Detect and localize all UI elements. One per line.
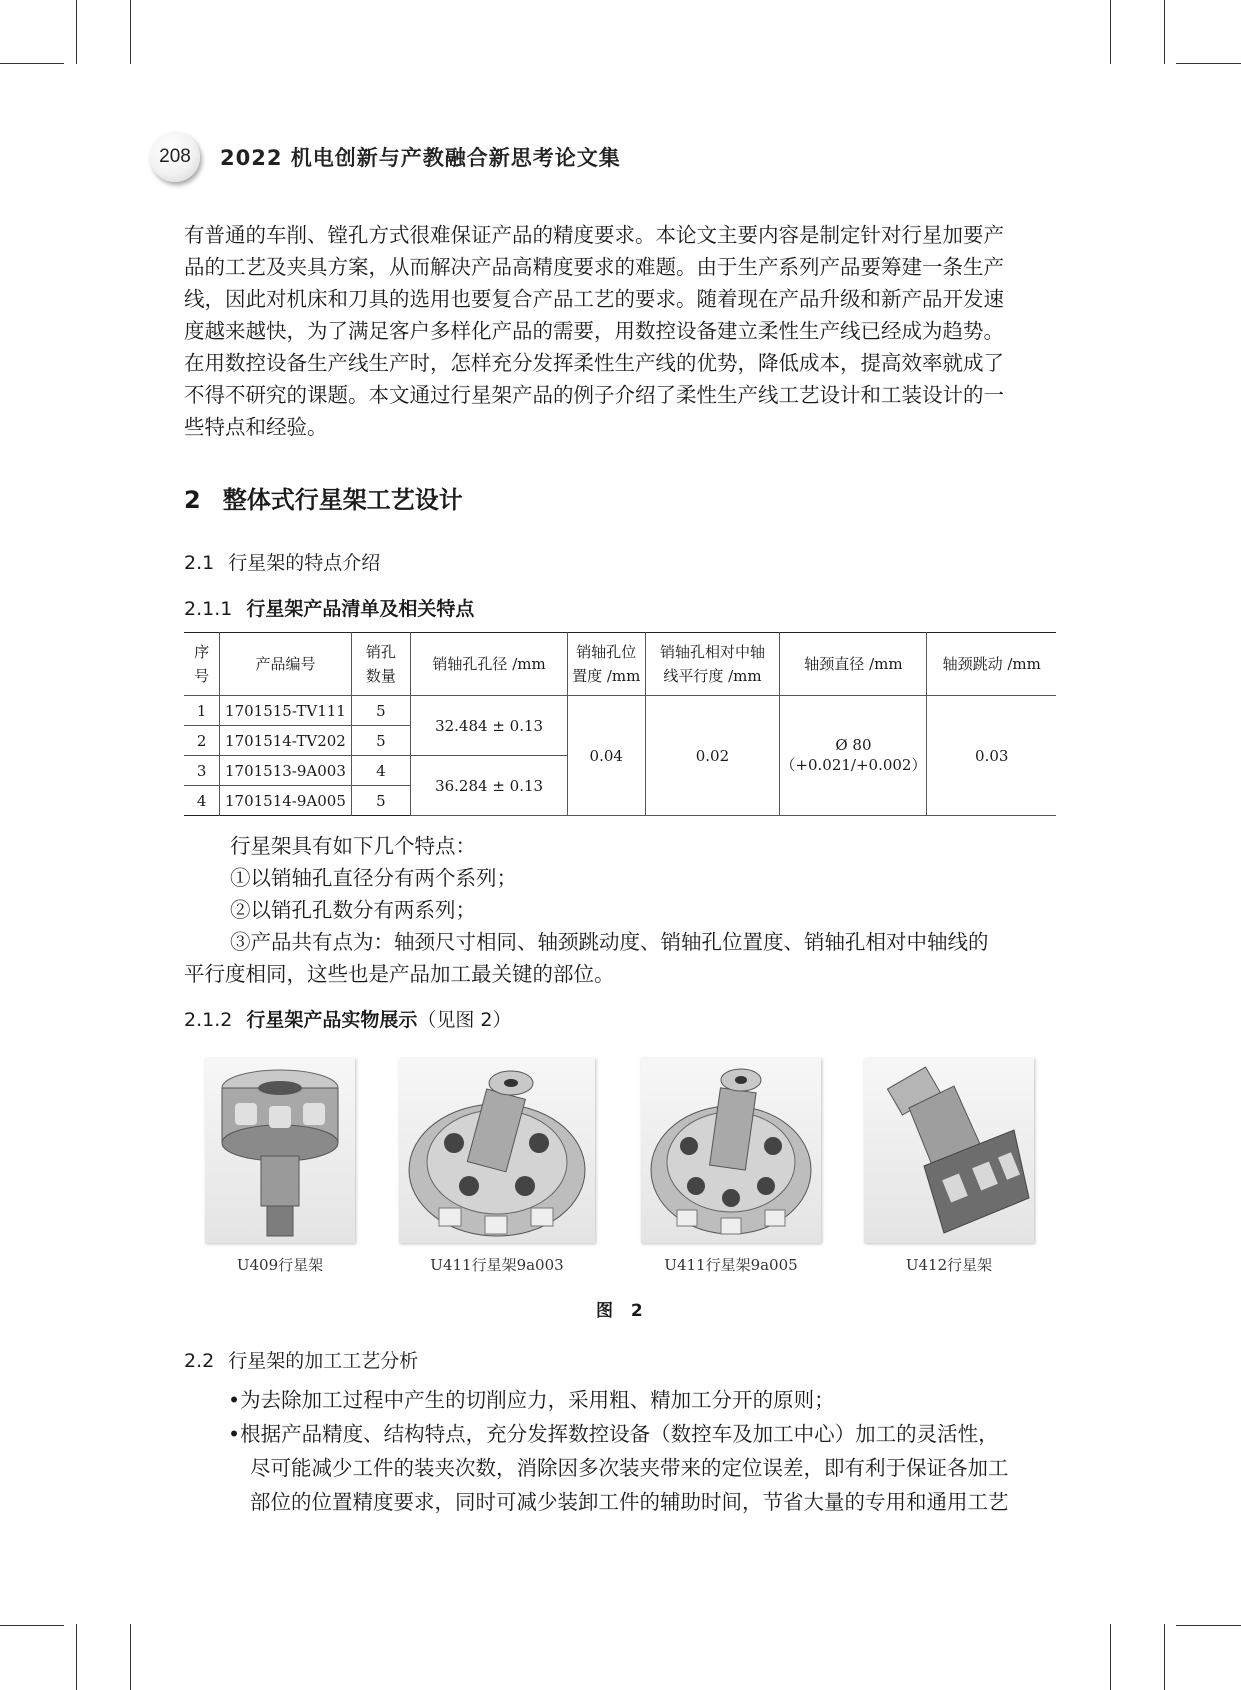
column-header-seq: 序 号	[184, 633, 220, 696]
text-line: 在用数控设备生产线生产时，怎样充分发挥柔性生产线的优势，降低成本，提高效率就成了	[184, 351, 1004, 375]
section-number: 2.1.1	[184, 598, 233, 620]
section-heading-2-1-1	[184, 594, 474, 621]
text-line: 品的工艺及夹具方案，从而解决产品高精度要求的难题。由于生产系列产品要筹建一条生产	[184, 255, 1004, 279]
text-line: ③产品共有点为：轴颈尺寸相同、轴颈跳动度、销轴孔位置度、销轴孔相对中轴线的	[230, 930, 989, 954]
column-header-position: 销轴孔位 置度 /mm	[568, 633, 646, 696]
column-header-code: 产品编号	[220, 633, 351, 696]
product-image-u412	[864, 1058, 1034, 1243]
cell-holes: 5	[351, 726, 411, 756]
bullet-item: •为去除加工过程中产生的切削应力，采用粗、精加工分开的原则；	[228, 1388, 835, 1412]
cell-holes: 4	[351, 756, 411, 786]
table-header-row	[184, 633, 1056, 696]
section-title: 行星架的特点介绍	[228, 552, 381, 574]
section-title: 行星架的加工工艺分析	[228, 1350, 419, 1372]
column-header-journal: 轴颈直径 /mm	[780, 633, 927, 696]
cell-journal: Ø 80 （+0.021/+0.002）	[780, 696, 927, 816]
product-spec-table	[184, 632, 1056, 816]
column-header-runout: 轴颈跳动 /mm	[927, 633, 1056, 696]
page-number: 208	[150, 132, 200, 182]
cell-seq: 2	[184, 726, 220, 756]
cell-parallel: 0.02	[645, 696, 780, 816]
product-photos	[0, 1055, 1241, 1274]
figure-reference: （见图 2）	[417, 1009, 512, 1031]
intro-paragraph	[184, 219, 1056, 443]
section-heading-2	[184, 480, 463, 515]
caption-u409: U409行星架	[236, 1256, 324, 1274]
text-line: ①以销轴孔直径分有两个系列；	[230, 866, 517, 890]
process-bullets	[228, 1383, 1058, 1519]
features-list	[184, 830, 1056, 990]
column-header-holes: 销孔 数量	[351, 633, 411, 696]
section-number: 2.1	[184, 552, 215, 574]
product-image-u411-9a005	[641, 1058, 821, 1243]
cell-code: 1701515-TV111	[220, 696, 351, 726]
book-title: 2022 机电创新与产教融合新思考论文集	[220, 146, 621, 170]
text-line: 行星架具有如下几个特点：	[230, 834, 476, 858]
section-number: 2	[184, 486, 201, 514]
cell-seq: 3	[184, 756, 220, 786]
cell-code: 1701514-9A005	[220, 786, 351, 816]
caption-u411-9a005: U411行星架9a005	[664, 1256, 798, 1274]
text-line: 平行度相同，这些也是产品加工最关键的部位。	[184, 962, 615, 986]
cell-diameter-group1: 32.484 ± 0.13	[411, 696, 568, 756]
caption-u411-9a003: U411行星架9a003	[430, 1256, 564, 1274]
text-line: ②以销孔孔数分有两系列；	[230, 898, 476, 922]
bullet-item: •根据产品精度、结构特点，充分发挥数控设备（数控车及加工中心）加工的灵活性，	[228, 1422, 999, 1446]
cell-seq: 1	[184, 696, 220, 726]
cell-code: 1701514-TV202	[220, 726, 351, 756]
text-line: 不得不研究的课题。本文通过行星架产品的例子介绍了柔性生产线工艺设计和工装设计的一	[184, 383, 1004, 407]
text-line: 部位的位置精度要求，同时可减少装卸工件的辅助时间，节省大量的专用和通用工艺	[250, 1490, 1009, 1514]
product-image-u409	[205, 1058, 355, 1243]
text-line: 有普通的车削、镗孔方式很难保证产品的精度要求。本论文主要内容是制定针对行星加要产	[184, 223, 1004, 247]
section-heading-2-2	[184, 1346, 418, 1373]
text-line: 尽可能减少工件的装夹次数，消除因多次装夹带来的定位误差，即有利于保证各加工	[250, 1456, 1009, 1480]
caption-u412: U412行星架	[905, 1256, 993, 1274]
section-heading-2-1-2	[184, 1005, 512, 1032]
section-title: 行星架产品清单及相关特点	[246, 598, 475, 620]
table-row	[184, 696, 1056, 726]
section-heading-2-1	[184, 548, 380, 575]
section-title: 行星架产品实物展示	[246, 1009, 418, 1031]
figure-label: 图 2	[596, 1301, 649, 1321]
cell-position: 0.04	[568, 696, 646, 816]
text-line: 线，因此对机床和刀具的选用也要复合产品工艺的要求。随着现在产品升级和新产品开发速	[184, 287, 1004, 311]
text-line: 度越来越快，为了满足客户多样化产品的需要，用数控设备建立柔性生产线已经成为趋势。	[184, 319, 1004, 343]
section-number: 2.2	[184, 1350, 215, 1372]
column-header-parallel: 销轴孔相对中轴 线平行度 /mm	[645, 633, 780, 696]
cell-holes: 5	[351, 786, 411, 816]
product-image-u411-9a003	[399, 1058, 595, 1243]
cell-seq: 4	[184, 786, 220, 816]
cell-runout: 0.03	[927, 696, 1056, 816]
text-line: 些特点和经验。	[184, 415, 328, 439]
cell-diameter-group2: 36.284 ± 0.13	[411, 756, 568, 816]
cell-code: 1701513-9A003	[220, 756, 351, 786]
page-header	[150, 128, 1050, 188]
section-title: 整体式行星架工艺设计	[222, 486, 463, 514]
section-number: 2.1.2	[184, 1009, 233, 1031]
column-header-diameter: 销轴孔孔径 /mm	[411, 633, 568, 696]
cell-holes: 5	[351, 696, 411, 726]
